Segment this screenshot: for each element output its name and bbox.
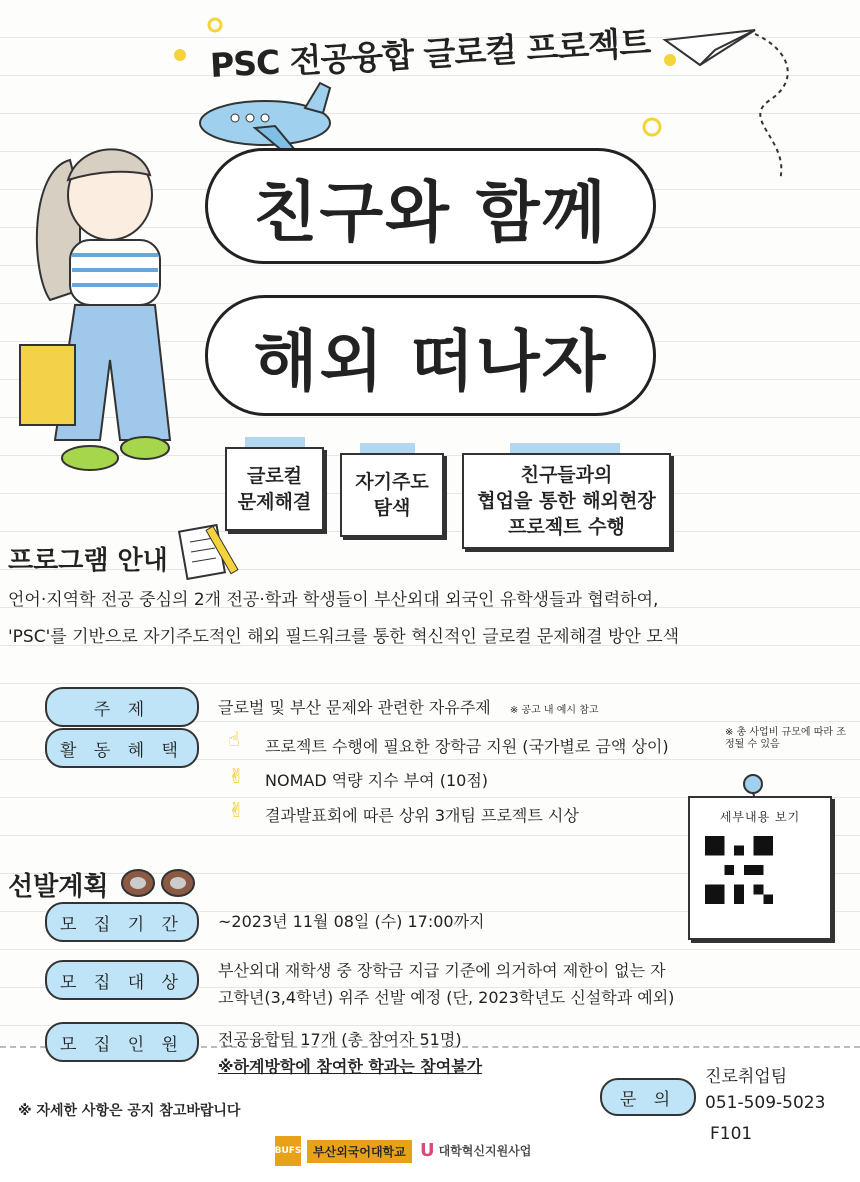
keyword-text: 자기주도 탐색 — [355, 471, 429, 519]
innovation-logo-text: 대학혁신지원사업 — [438, 1144, 532, 1158]
period-text: ~2023년 11월 08일 (수) 17:00까지 — [218, 912, 485, 931]
pointing-hand-icon: ☝ — [228, 727, 241, 751]
binoculars-icon — [118, 866, 200, 900]
benefits-label: 활 동 혜 택 — [45, 728, 199, 768]
footer-notice: ※ 자세한 사항은 공지 참고바랍니다 — [18, 1103, 241, 1119]
keyword-text: 친구들과의 협업을 통한 해외현장 프로젝트 수행 — [477, 464, 656, 538]
keyword-note-1 — [225, 447, 324, 531]
pointing-hand-icon: ✌ — [228, 764, 245, 788]
program-title: PSC 전공융합 글로컬 프로젝트 — [209, 22, 651, 85]
benefit-item: 결과발표회에 따른 상위 3개팀 프로젝트 시상 — [265, 806, 579, 825]
bufs-logo-text: 부산외국어대학교 — [307, 1140, 412, 1163]
target-line2: 고학년(3,4학년) 위주 선발 예정 (단, 2023학년도 신설학과 예외) — [218, 988, 675, 1007]
headline-line2: 해외 떠나자 — [253, 323, 608, 400]
benefit-item: NOMAD 역량 지수 부여 (10점) — [265, 771, 489, 790]
count-text: 전공융합팀 17개 (총 참여자 51명) — [218, 1030, 462, 1049]
sparkle-icon — [205, 15, 225, 35]
sparkle-icon — [655, 45, 685, 75]
girl-illustration — [10, 140, 210, 485]
bufs-logo-mark: BUFS — [275, 1136, 301, 1166]
innovation-logo — [420, 1140, 531, 1161]
checklist-icon — [178, 520, 248, 580]
count-note: ※하계방학에 참여한 학과는 참여불가 — [218, 1057, 483, 1076]
sparkle-icon — [165, 40, 195, 70]
program-desc-line1: 언어·지역학 전공 중심의 2개 전공·학과 학생들이 부산외대 외국인 유학생들과 협력하여, — [8, 590, 659, 610]
airplane-icon — [195, 78, 335, 158]
keyword-note-3 — [462, 453, 671, 549]
program-desc-line2: 'PSC'를 기반으로 자기주도적인 해외 필드워크를 통한 혁신적인 글로컬 문제해결 방안 모색 — [8, 627, 680, 647]
benefit-note: ※ 총 사업비 규모에 따라 조정될 수 있음 — [725, 727, 846, 750]
headline-cloud-2 — [205, 295, 656, 416]
program-section-title: 프로그램 안내 — [8, 546, 168, 576]
qr-card[interactable] — [688, 796, 832, 940]
innovation-logo-icon: U — [420, 1140, 435, 1161]
contact-room: F101 — [710, 1124, 753, 1144]
headline-line1: 친구와 함께 — [253, 173, 608, 251]
topic-label: 주 제 — [45, 687, 199, 727]
bufs-logo — [275, 1136, 412, 1166]
benefit-item: 프로젝트 수행에 필요한 장학금 지원 (국가별로 금액 상이) — [265, 737, 669, 756]
sparkle-icon — [640, 115, 664, 139]
qr-label: 세부내용 보기 — [719, 810, 801, 824]
target-line1: 부산외대 재학생 중 장학금 지급 기준에 의거하여 제한이 없는 자 — [218, 961, 666, 980]
selection-section-title: 선발계획 — [8, 872, 109, 902]
target-label: 모 집 대 상 — [45, 960, 199, 1000]
topic-text: 글로벌 및 부산 문제와 관련한 자유주제 ※ 공고 내 예시 참고 — [218, 698, 599, 717]
topic-note: ※ 공고 내 예시 참고 — [509, 705, 599, 716]
qr-code[interactable] — [705, 836, 773, 904]
contact-team: 진로취업팀 — [705, 1067, 788, 1087]
period-label: 모 집 기 간 — [45, 902, 199, 942]
keyword-text: 글로컬 문제해결 — [237, 465, 312, 513]
contact-phone: 051-509-5023 — [705, 1093, 826, 1113]
contact-label: 문 의 — [600, 1078, 696, 1116]
headline-cloud-1 — [205, 148, 656, 264]
pointing-hand-icon: ✌ — [228, 798, 245, 822]
count-label: 모 집 인 원 — [45, 1022, 199, 1062]
keyword-note-2 — [340, 453, 444, 537]
